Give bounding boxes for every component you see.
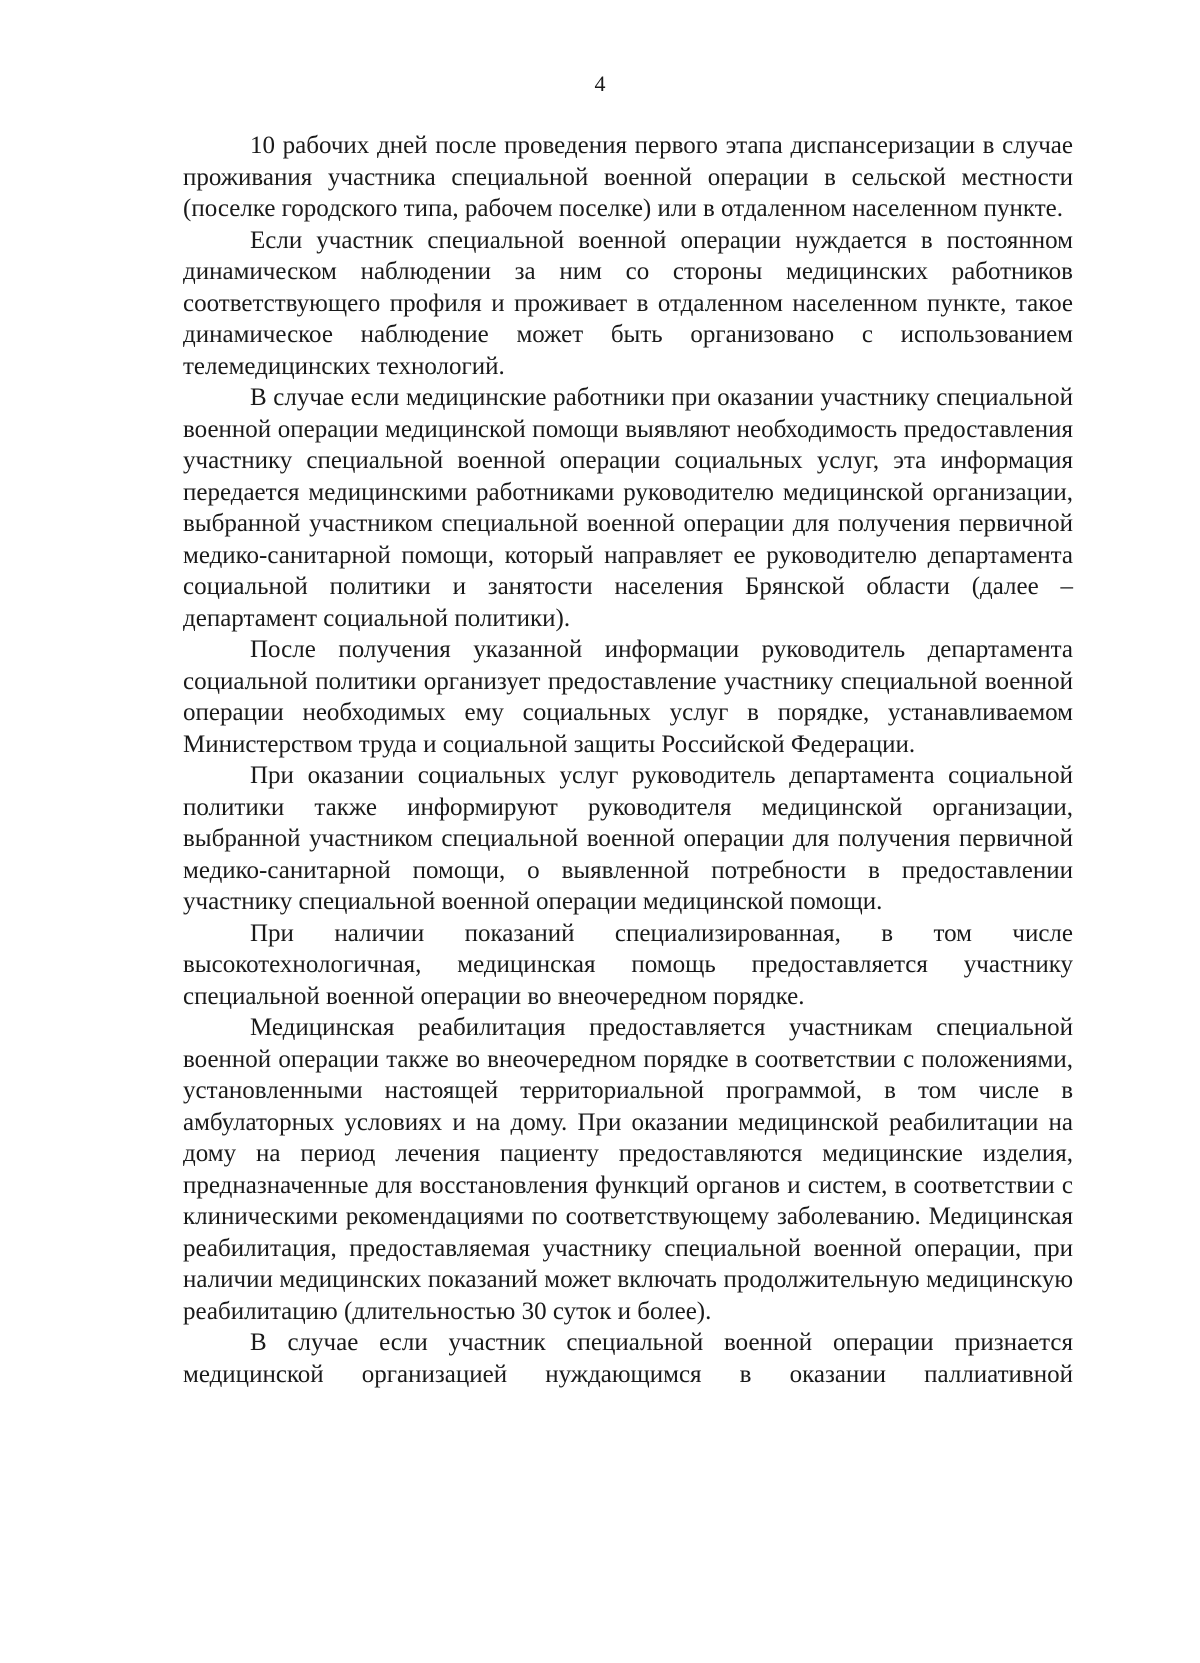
paragraph-5: При оказании социальных услуг руководитель департамента социальной политики также информируют руководителя медицинской организации, выбранной участником специальной военной операции для получения первичной медико-санитарной помощи, о выявленной потребности в предоставлении участнику специальной военной операции медицинской помощи. [183,762,1073,915]
paragraph-8: В случае если участник специальной военной операции признается медицинской организацией нуждающимся в оказании паллиативной [183,1329,1073,1388]
paragraph-4: После получения указанной информации руководитель департамента социальной политики организует предоставление участнику специальной военной операции необходимых ему социальных услуг в порядке, устанавливаемом Министерством труда и социальной защиты Российской Федерации. [183,636,1073,758]
document-body [183,130,1073,1390]
paragraph-2: Если участник специальной военной операции нуждается в постоянном динамическом наблюдении за ним со стороны медицинских работников соответствующего профиля и проживает в отдаленном населенном пункте, такое динамическое наблюдение может быть организовано с использованием телемедицинских технологий. [183,226,1073,380]
paragraph-1: 10 рабочих дней после проведения первого этапа диспансеризации в случае проживания участника специальной военной операции в сельской местности (поселке городского типа, рабочем поселке) или в отдаленном населенном пункте. [183,132,1073,222]
paragraph-6: При наличии показаний специализированная, в том числе высокотехнологичная, медицинская помощь предоставляется участнику специальной военной операции во внеочередном порядке. [183,919,1073,1010]
paragraph-7: Медицинская реабилитация предоставляется участникам специальной военной операции также во внеочередном порядке в соответствии с положениями, установленными настоящей территориальной программой, в том числе в амбулаторных условиях и на дому. При оказании медицинской реабилитации на дому на период лечения пациенту предоставляются медицинские изделия, предназначенные для восстановления функций органов и систем, в соответствии с клиническими рекомендациями по соответствующему заболеванию. Медицинская реабилитация, предоставляемая участнику специальной военной операции, при наличии медицинских показаний может включать продолжительную медицинскую реабилитацию (длительностью 30 суток и более). [183,1014,1073,1325]
page-number: 4 [594,71,606,96]
paragraph-3: В случае если медицинские работники при оказании участнику специальной военной операции медицинской помощи выявляют необходимость предоставления участнику специальной военной операции социальных услуг, эта информация передается медицинскими работниками руководителю медицинской организации, выбранной участником специальной военной операции для получения первичной медико-санитарной помощи, который направляет ее руководителю департамента социальной политики и занятости населения Брянской области (далее – департамент социальной политики). [183,384,1073,632]
